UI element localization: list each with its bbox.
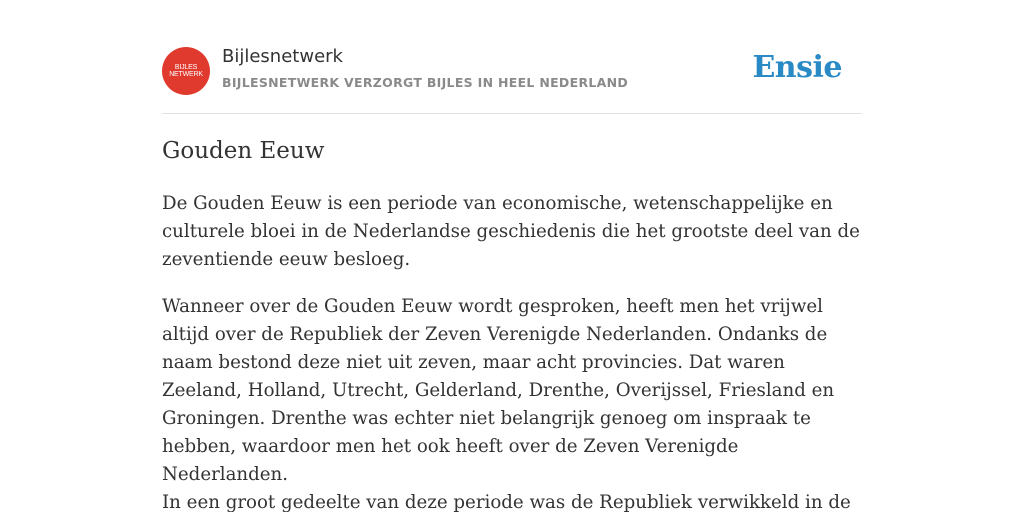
logo-text-line1: BIJLES: [174, 64, 198, 71]
site-tagline: BIJLESNETWERK VERZORGT BIJLES IN HEEL NEDERLAND: [222, 75, 629, 90]
article-paragraph: Wanneer over de Gouden Eeuw wordt gesproken, heeft men het vrijwel altijd over de Republiek der Zeven Verenigde Nederlanden. Ondanks de naam bestond deze niet uit zeven, maar acht provincies. Dat waren Zeeland, Holland, Utrecht, Gelderland, Drenthe, Overijssel, Friesland en Groningen. Drenthe was echter niet belangrijk genoeg om inspraak te hebben, waardoor men het ook heeft over de Zeven Verenigde Nederlanden.: [162, 296, 835, 485]
site-name-link[interactable]: Bijlesnetwerk: [222, 46, 343, 67]
logo-text-line2: NETWERK: [169, 71, 203, 78]
article-title: Gouden Eeuw: [162, 138, 325, 164]
article-paragraph: In een groot gedeelte van deze periode was de Republiek verwikkeld in de: [162, 492, 851, 512]
article-paragraph: De Gouden Eeuw is een periode van economische, wetenschappelijke en culturele bloei in de Nederlandse geschiedenis die het grootste deel van de zeventiende eeuw besloeg.: [162, 193, 860, 270]
ensie-brand-link[interactable]: Ensie: [752, 50, 842, 85]
bijlesnetwerk-logo[interactable]: [162, 47, 210, 95]
site-header: [162, 0, 862, 114]
main-container: [162, 0, 862, 512]
